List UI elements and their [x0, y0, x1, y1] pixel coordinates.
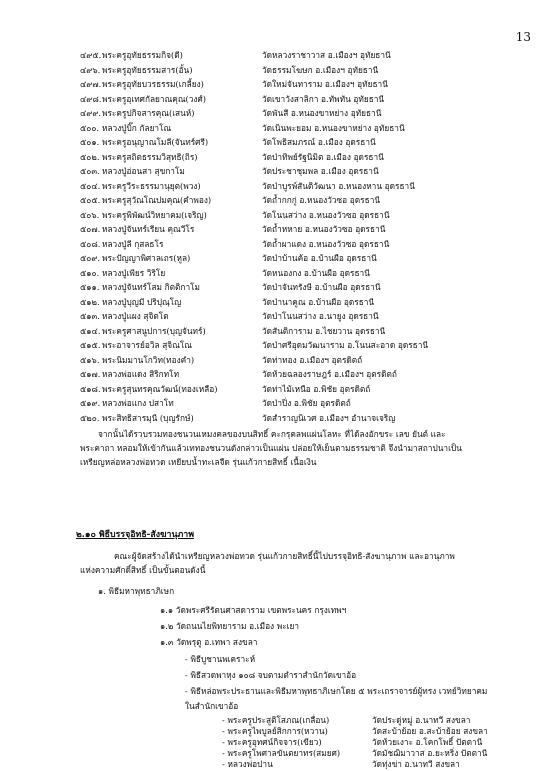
entry-number: ๔๙๘.: [80, 93, 102, 104]
list-item: [80, 63, 540, 78]
monk-name: พระสิทธิสารมุนี (บุญรักษ์): [102, 412, 194, 423]
monk-name: หลวงพ่อแกง ปสาโท: [102, 398, 174, 409]
entry-number: ๔๙๗.: [80, 79, 102, 90]
entry-number: ๕๑๙.: [80, 398, 101, 409]
monk-name: พระครูอนุญาณโมลี(จันทร์ศรี): [102, 137, 209, 148]
list-item: [80, 222, 540, 237]
monk-name: หลวงปู่อ่อนสา สุขกาโม: [102, 166, 185, 177]
entry-number: ๕๑๖.: [80, 354, 100, 365]
temple-name: วัดท่าไม้เหนือ อ.พิชัย อุตรดิตถ์: [262, 383, 371, 394]
sub-item: ๑.๓ วัดพรุตู อ.เทพา สงขลา: [160, 637, 258, 647]
entry-number: ๕๐๓.: [80, 166, 100, 177]
entry-number: ๕๑๑.: [80, 282, 100, 293]
sub-item: ๑.๒ วัดถนนไยพิทยาราม อ.เมือง พะเยา: [160, 621, 300, 631]
monk-name: หลวงปู่บุญมี ปริปุณฺโญ: [102, 296, 182, 307]
list-item: [80, 106, 540, 121]
monk-name: - พระครูโพศาลขันตยาทร(สมยศ): [222, 748, 341, 758]
page-number: 13: [515, 30, 531, 44]
monk-name: หลวงพ่อแดง สิริกทโท: [102, 369, 180, 380]
closing-paragraph: [80, 427, 540, 469]
temple-name: วัดเขาวังสาลิกา อ.ทัพทัน อุทัยธานี: [262, 93, 385, 104]
monk-name: - พระครูอุทศน์กิจจาร(เขียว): [222, 737, 322, 747]
entry-number: ๕๐๑.: [80, 137, 100, 148]
list-item: [80, 367, 540, 382]
entry-number: ๕๐๙.: [80, 253, 101, 264]
temple-name: วัดป่าโนนสว่าง อ.นายูง อุดรธานี: [262, 311, 379, 322]
list-item: [80, 353, 540, 368]
section-intro: [80, 549, 540, 577]
entry-number: ๕๑๗.: [80, 369, 101, 380]
paragraph-line: จากนั้นได้รวบรวมทองชนวนเหมงคลของบนสิทธิ์ คะกรุคลพแผ่นโลหะ ที่ได้ลงอักขระ เลข ยันต์ และ: [98, 429, 446, 439]
item-heading: ๑. พิธีมหาพุทธาภิเษก: [98, 586, 175, 596]
temple-name: วัดสะบ้าย้อย อ.สะบ้าย้อย สงขลา: [372, 726, 488, 736]
monk-name: พระครูอุทัยธรรมสาร(อั้น): [102, 64, 193, 75]
list-item: [80, 396, 540, 411]
list-item: [80, 208, 540, 223]
monk-name: พระครูสถิตธรรมวิสุทธิ(ถิร): [102, 151, 198, 162]
entry-number: ๕๑๘.: [80, 383, 101, 394]
list-item: [80, 179, 540, 194]
monk-name: พระครูอุทัยบวรธรรม(เกลี้ยง): [102, 79, 204, 90]
temple-name: วัดท่าทอง อ.เมืองฯ อุตรดิตถ์: [262, 354, 363, 365]
temple-name: วัดธรรมโฆษก อ.เมืองฯ อุทัยธานี: [262, 64, 379, 75]
monk-name: พระอาจารย์อวิล สุจิณโณ: [102, 340, 193, 351]
monk-name: - พระครูประสูติโสภณ(เกลื่อน): [222, 715, 330, 725]
temple-name: วัดสำราญนิเวศ อ.เมืองฯ อำนาจเจริญ: [262, 412, 396, 423]
list-item: [80, 324, 540, 339]
rite-item: ในสำนักเขาอ้อ: [185, 701, 239, 711]
entry-number: ๔๙๙.: [80, 108, 102, 119]
list-item: [80, 193, 540, 208]
temple-name: วัดหนองกง อ.บ้านผือ อุดรธานี: [262, 267, 370, 278]
entry-number: ๕๐๕.: [80, 195, 101, 206]
temple-name: วัดโนนสว่าง อ.หนองวัวซอ อุดรธานี: [262, 209, 390, 220]
temple-name: วัดป่านาคูณ อ.บ้านผือ อุดรธานี: [262, 296, 375, 307]
monk-name: หลวงปู่จันทร์โสม กิตติกาโม: [102, 282, 201, 293]
entry-number: ๕๐๐.: [80, 122, 100, 133]
rite-item: - พิธีสวดพาหุง ๑๐๘ จบตามตำราสำนักวัดเขาอ้อ: [185, 670, 357, 680]
temple-name: วัดถ้ำผาแดง อ.หนองวัวซอ อุดรธานี: [262, 238, 390, 249]
list-item: [80, 135, 540, 150]
list-item: [80, 382, 540, 397]
temple-name: วัดป่าศรีอุดมวัฒนาราม อ.โนนสะอาด อุดรธานี: [262, 340, 429, 351]
temple-name: วัดป่าจันทรังษี อ.บ้านผือ อุดรธานี: [262, 282, 381, 293]
monk-name: หลวงปู่ลี กุสลธโร: [102, 238, 164, 249]
monk-name: พระครูสุนทรคุณวัฒน์(ทองเหลือ): [102, 383, 218, 394]
list-item: [80, 280, 540, 295]
amulet-blessing-monk-list: [80, 48, 540, 425]
entry-number: ๕๒๐.: [80, 412, 100, 423]
temple-name: วัดป่าบูรพ์สันติวัฒนา อ.หนองหาน อุดรธานี: [262, 180, 415, 191]
temple-name: วัดประดู่หมู่ อ.นาทวี สงขลา: [372, 715, 471, 725]
monk-name: - พระครูไพบูลย์สิกการ(หวาน): [222, 726, 328, 736]
entry-number: ๕๐๘.: [80, 238, 101, 249]
monk-name: หลวงปู่บิ๊ก กัลยาโณ: [102, 122, 172, 133]
temple-name: วัดห้วยฉลองราษฎร์ อ.เมืองฯ อุตรดิตถ์: [262, 369, 397, 380]
monk-name: พระครูพิพัฒน์วิหยาคม(เจริญ): [102, 209, 207, 220]
entry-number: ๕๐๖.: [80, 209, 100, 220]
list-item: [80, 92, 540, 107]
paragraph-line: แห่งความศักดิ์สิทธิ์ เป็นขั้นตอนดังนี้: [80, 565, 206, 575]
temple-name: วัดทุ่งข่า อ.นาทวี สงขลา: [372, 759, 460, 769]
entry-number: ๕๑๔.: [80, 325, 101, 336]
monk-name: พระครูวีระธรรมานุยุต(พวง): [102, 180, 201, 191]
monk-name: พระปัญญาพิศาลเถร(หูล): [102, 253, 191, 264]
temple-name: วัดห้วยเงาะ อ.โคกโพธิ์ ปัตตานี: [372, 737, 483, 747]
temple-name: วัดป่าทิพย์รัฐนิมิต อ.เมือง อุดรธานี: [262, 151, 384, 162]
section-heading: ๒.๑๐ พิธีบรรจุอิทธิ-สังฆานุภาพ: [76, 530, 195, 540]
paragraph-line: พระคาถา หลอมให้เข้ากันแล้วเททองชนวนดังกล่าวเป็นแผ่น ปล่อยให้เย็นตามธรรมชาติ จึงนำมาสถาปนาเป็น: [80, 443, 462, 453]
entry-number: ๔๙๖.: [80, 64, 101, 75]
list-item: [80, 150, 540, 165]
entry-number: ๕๑๒.: [80, 296, 100, 307]
monk-name: พระครูอุเทศกัลยาณคุณ(วงศ์): [102, 93, 206, 104]
monk-name: - หลวงพ่อปาน: [222, 759, 273, 769]
temple-name: วัดโพธิสมภรณ์ อ.เมือง อุดรธานี: [262, 137, 376, 148]
temple-name: วัดเนินพะยอม อ.หนองขาหย่าง อุทัยธานี: [262, 122, 405, 133]
temple-name: วัดประชาชุมพล อ.เมือง อุดรธานี: [262, 166, 379, 177]
temple-name: วัดป่าบ้านค้อ อ.บ้านผือ อุดรธานี: [262, 253, 377, 264]
list-item: [80, 295, 540, 310]
temple-name: วัดหลวงราชาวาส อ.เมืองฯ อุทัยธานี: [262, 50, 391, 61]
entry-number: ๕๐๗.: [80, 224, 101, 235]
rite-item: - พิธีบูชานพเคราะห์: [185, 654, 256, 664]
entry-number: ๕๑๐.: [80, 267, 100, 278]
list-item: [80, 309, 540, 324]
list-item: [80, 77, 540, 92]
rite-item: - พิธีหล่อพระประธานและพิธีมหาพุทธาภิเษกโดย ๕ พระเถราจารย์ผู้ทรง เวทย์วิทยาคม: [185, 686, 488, 696]
sub-item: ๑.๑ วัดพระศรีรัตนศาสดาราม เขตพระนคร กรุงเทพฯ: [160, 605, 347, 615]
monk-name: พระครูปกิจสารคุณ(เสนห์): [102, 108, 195, 119]
entry-number: ๕๑๓.: [80, 311, 100, 322]
list-item: [80, 338, 540, 353]
list-item: [80, 48, 540, 63]
temple-name: วัดพันสี อ.หนองขาหย่าง อุทัยธานี: [262, 108, 382, 119]
monk-name: พระครูสุวัณโณปมคุณ(คำพอง): [102, 195, 212, 206]
monk-name: พระครูศาสนูปการ(บุญจันทร์): [102, 325, 206, 336]
list-item: [80, 266, 540, 281]
monk-name: พระนิมมานโกวิท(ทองคำ): [102, 354, 195, 365]
list-item: [222, 757, 552, 771]
list-item: [80, 411, 540, 426]
entry-number: ๕๐๒.: [80, 151, 100, 162]
temple-name: วัดมัชฌิมาวาส อ.ยะหริ่ง ปัตตานี: [372, 748, 488, 758]
temple-name: วัดป่าปิ่ง อ.พิชัย อุตรดิตถ์: [262, 398, 351, 409]
monk-name: หลวงปู่แผง สุจิตโต: [102, 311, 169, 322]
monk-name: พระครูอุทัยธรรมกิจ(ดี): [102, 50, 183, 61]
entry-number: ๔๙๕.: [80, 50, 102, 61]
list-item: [80, 164, 540, 179]
paragraph-line: คณะผู้จัดสร้างได้นำเหรียญหลวงพ่อทวด รุ่นแก้วกายสิทธิ์นี้ไปบรรจุอิทธิ-สังฆานุภาพ และอานุภาพ: [114, 551, 455, 561]
monk-name: หลวงปู่จันทร์เรียน คุณวีโร: [102, 224, 195, 235]
entry-number: ๕๐๔.: [80, 180, 101, 191]
list-item: [80, 237, 540, 252]
entry-number: ๕๑๕.: [80, 340, 101, 351]
list-item: [80, 121, 540, 136]
paragraph-line: เหรียญหล่อหลวงพ่อทวด เหยียบน้ำทะเลจืด รุ่นแก้วกายสิทธิ์ เนื้อเงิน: [80, 457, 317, 467]
list-item: [80, 251, 540, 266]
temple-name: วัดสันติการาม อ.ไชยวาน อุดรธานี: [262, 325, 386, 336]
monk-name: หลวงปู่เพียร วิริโย: [102, 267, 166, 278]
temple-name: วัดใหม่จันทาราม อ.เมืองฯ อุทัยธานี: [262, 79, 388, 90]
temple-name: วัดถ้ำหหาย อ.หนองวัวซอ อุดรธานี: [262, 224, 386, 235]
temple-name: วัดถ้ำกกกู่ อ.หนองวัวซอ อุดรธานี: [262, 195, 381, 206]
